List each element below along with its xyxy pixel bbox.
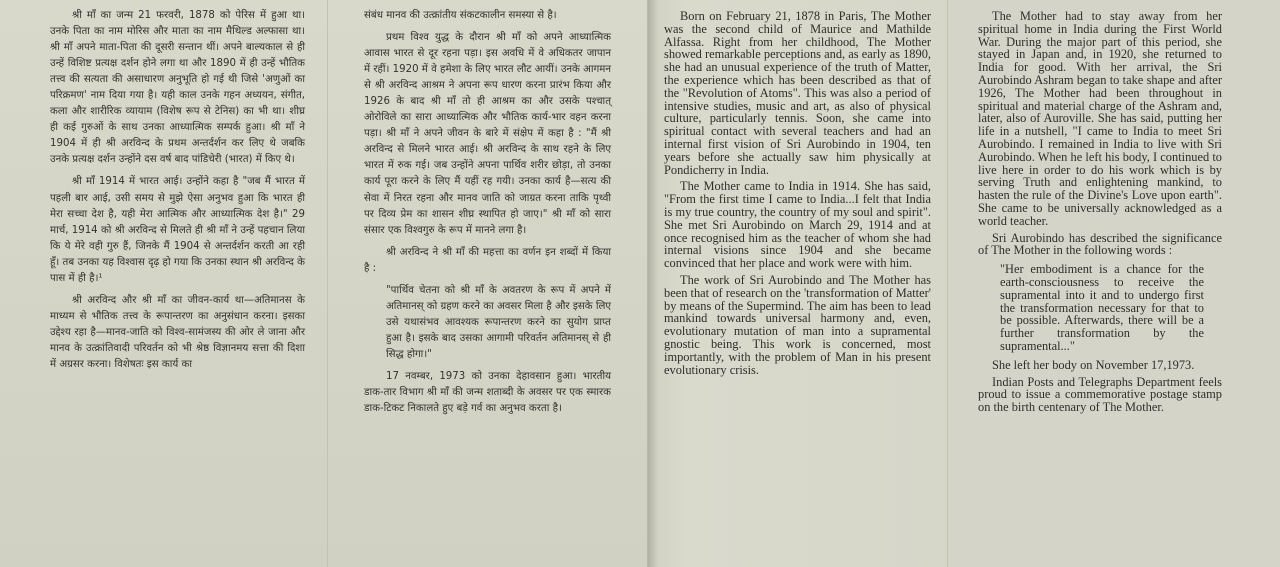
english-paragraph: She left her body on November 17,1973. — [992, 357, 1195, 372]
hindi-paragraph: श्री माँ 1914 में भारत आई। उन्होंने कहा है "जब मैं भारत में पहली बार आई, उसी समय से मुझे ऐसा अनुभव हुआ कि भारत ही मेरा सच्चा देश है, यही मेरा आत्मिक और आध्यात्मिक देश है।" 29 मार्च, 1914 को श्री अरविन्द से मिलते ही श्री माँ ने उन्हें पहचान लिया कि ये मेरे वही गुरु हैं, जिनके मैं 1904 से अन्तर्दर्शन करती आ रही हूँ। तब उनका यह विश्वास दृढ़ हो गया कि उनका स्थान श्री अरविन्द के पास में ही है।¹ — [50, 176, 305, 284]
hindi-quote: "पार्थिव चेतना को श्री माँ के अवतरण के रूप में अपने में अतिमानस् को ग्रहण करने का अवसर मिला है और इसके लिए उसे यथासंभव आवश्यक रूपान्तरण करने का सुयोग प्राप्त हुआ है। इसके बाद उसका आगामी परिवर्तन अतिमानस् से ही सिद्ध होगा।" — [386, 284, 611, 360]
english-paragraph: Indian Posts and Telegraphs Department feels proud to issue a commemorative postage stamp on the birth centenary of The Mother. — [978, 374, 1222, 415]
hindi-paragraph: 17 नवम्बर, 1973 को उनका देहावसान हुआ। भारतीय डाक-तार विभाग श्री माँ की जन्म शताब्दी के अवसर पर एक स्मारक डाक-टिकट निकालते हुए बड़े गर्व का अनुभव करता है। — [364, 370, 611, 415]
hindi-paragraph: श्री अरविन्द ने श्री माँ की महत्ता का वर्णन इन शब्दों में किया है : — [364, 246, 611, 274]
english-quote: "Her embodiment is a chance for the earth-consciousness to receive the supramental into it and to undergo first the transformation necessary for that to be possible. Afterwards, there will be a further transformation by the supramental..." — [1000, 262, 1204, 353]
english-panel-right — [947, 0, 1280, 567]
hindi-paragraph: प्रथम विश्व युद्ध के दौरान श्री माँ को अपने आध्यात्मिक आवास भारत से दूर रहना पड़ा। इस अवधि में वे अधिकतर जापान में रहीं। 1920 में वे हमेशा के लिए भारत लौट आयीं। उनके आगमन से श्री अरविन्द आश्रम ने अपना रूप धारण करना प्रारंभ किया और 1926 के बाद श्री माँ तो ही आश्रम का और उसके पश्चात् ओरोविले का सारा आध्यात्मिक और भौतिक कार्य-भार वहन करना पड़ा। श्री माँ ने अपने जीवन के बारे में संक्षेप में कहा है : "मैं श्री अरविन्द से मिलने भारत आई। श्री अरविन्द के साथ रहने के लिए भारत में रुक गई। जब उन्होंने अपना पार्थिव शरीर छोड़ा, तो उनका कार्य पूरा करने के लिए मैं यहीं रह गयी। उनका कार्य है—सत्य की सेवा में निरत रहना और मानव जाति को जाग्रत करना ताकि पृथ्वी पर दिव्य प्रेम का शासन शीघ्र स्थापित हो जाए।" श्री माँ को सारा संसार एक विश्वगुरु के रूप में मानने लगा है। — [364, 32, 612, 236]
english-paragraph: The Mother came to India in 1914. She has said, "From the first time I came to India...I felt that India is my true country, the country of my soul and spirit". She met Sri Aurobindo on March 29, 1914 and at once recognised him as the teacher of whom she had internal visions since 1904 and she became convinced that her place and work were with him. — [664, 179, 931, 271]
fold-shadow — [648, 0, 658, 567]
hindi-paragraph: संबंध मानव की उत्क्रांतीय संकटकालीन समस्या से है। — [364, 10, 557, 21]
hindi-paragraph: श्री अरविन्द और श्री माँ का जीवन-कार्य था—अतिमानस के माध्यम से भौतिक तत्त्व के रूपान्तरण का अनुसंधान करना। इसका उद्देश्य रहा है—मानव-जाति को विश्व-सामंजस्य की ओर ले जाना और मानव के उत्क्रांतिवादी परिवर्तन को भी श्रेष्ठ विज्ञानमय सत्ता की दिशा में अग्रसर करना। विशेषतः इस कार्य का — [50, 294, 305, 370]
english-paragraph: The Mother had to stay away from her spiritual home in India during the First World War. During the major part of this period, she stayed in Japan and, in 1920, she returned to India for good. With her arrival, the Sri Aurobindo Ashram began to take shape and after 1926, The Mother had been throughout in spiritual and material charge of the Ashram and, later, also of Auroville. She has said, putting her life in a nutshell, "I came to India to meet Sri Aurobindo. I remained in India to live with Sri Aurobindo. When he left his body, I continued to live here in order to do his work which is by serving Truth and enlightening mankind, to hasten the rule of the Divine's Love upon earth". She came to be universally acknowledged as a world teacher. — [978, 9, 1222, 228]
english-paragraph: Sri Aurobindo has described the significance of The Mother in the following words : — [978, 230, 1222, 258]
english-paragraph: Born on February 21, 1878 in Paris, The Mother was the second child of Maurice and Mathilde Alfassa. Right from her childhood, The Mother showed remarkable perceptions and, as early as 1890, she had an unusual experience of the truth of Matter, the experience which has been described as that of the "Revolution of Atoms". This was also a period of intensive studies, music and art, as also of physical culture, particularly tennis. Soon, she came into spiritual contact with several teachers and had an internal first vision of Sri Aurobindo in 1904, ten years before she actually saw him physically at Pondicherry in India. — [664, 9, 931, 177]
hindi-paragraph: श्री माँ का जन्म 21 फरवरी, 1878 को पेरिस में हुआ था। उनके पिता का नाम मोरिस और माता का नाम मैथिल्ड अल्फासा था। श्री माँ अपने माता-पिता की दूसरी सन्तान थीं। अपने बाल्यकाल से ही उन्हें विशिष्ट प्रत्यक्ष दर्शन होने लगा था और 1890 में ही उन्हें भौतिक तत्त्व की सत्यता की असाधारण अनुभूति हो गई थी जिसे 'अणुओं का परिक्रमण' नाम दिया गया है। यही काल उनके गहन अध्ययन, संगीत, कला और शारीरिक व्यायाम (विशेष रूप से टेनिस) का भी था। शीघ्र ही कई गुरुओं के साथ उनका आध्यात्मिक सम्पर्क हुआ। श्री माँ ने 1904 में ही श्री अरविन्द के प्रथम अन्तर्दर्शन कर लिए थे जबकि उनके प्रत्यक्ष दर्शन उन्होंने दस वर्ष बाद पांडिचेरी (भारत) में किए थे। — [50, 10, 305, 166]
english-panel-left — [647, 0, 947, 567]
english-paragraph: The work of Sri Aurobindo and The Mother has been that of research on the 'transformation of Matter' by means of the Supermind. The aim has been to lead mankind towards universal harmony and, even, evolutionary mutation of man into a supramental gnostic being. This work is concerned, most importantly, with the problem of Man in his present evolutionary crisis. — [664, 272, 931, 377]
hindi-panel-right — [327, 0, 647, 567]
hindi-panel-left — [0, 0, 327, 567]
